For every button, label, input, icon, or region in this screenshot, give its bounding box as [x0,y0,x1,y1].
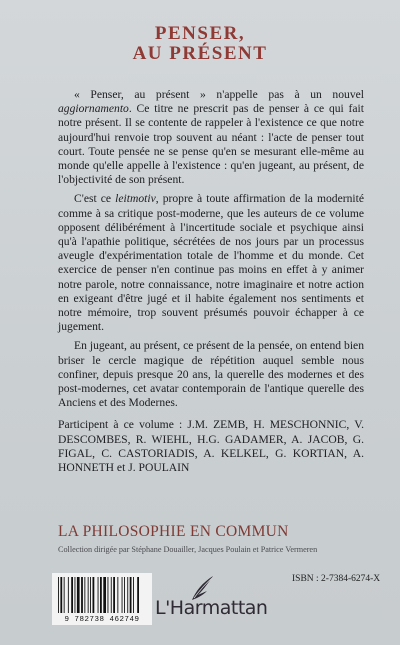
paragraph-text: , propre à toute affirmation de la modernité comme à sa critique post-moderne, que les auteurs de ce volume opposent délibérément à l'incertitude sociale et psychique ainsi qu'à l'apathie politique, sécrétées de nos jours par un processus aveugle d'expérimentation totale de l'homme et du monde. Cet exercice de penser n'en continue pas moins en effet à y animer notre parole, notre connaissance, notre imaginaire et notre action en exigeant d'être jugé et il habite également nos sentiments et notre mémoire, trop souvent présumés pouvoir échapper à ce jugement. [58,192,365,334]
blurb-paragraph-1 [58,88,364,187]
blurb-paragraph-3 [58,339,364,410]
participants-list: Participent à ce volume : J.M. ZEMB, H. MESCHONNIC, V. DESCOMBES, R. WIEHL, H.G. GADAMER, A. JACOB, G. FIGAL, C. CASTORIADIS, A. KELKEL, G. KORTIAN, A. HONNETH et J. POULAIN [58,418,364,475]
paragraph-text: . Ce titre ne prescrit pas de penser à ce qui fait notre présent. Il se contente de rappeler à l'existence ce que notre aujourd'hui renvoie trop souvent au néant : l'acte de penser tout court. Toute pensée ne se pense qu'en se mesurant elle-même au monde qu'elle appelle à l'existence : qu'en jugeant, au présent, de l'objectivité de son présent. [58,102,364,187]
series-title: LA PHILOSOPHIE EN COMMUN [58,523,289,540]
barcode-bars-icon [52,573,152,615]
paragraph-text: En jugeant, au présent, ce présent de la pensée, on entend bien briser le cercle magique de répétition auquel semble nous confiner, depuis presque 20 ans, la querelle des modernes et des post-modernes, cet avatar contemporain de l'antique querelle des Anciens et des Modernes. [58,339,364,410]
collection-editors: Collection dirigée par Stéphane Douailler, Jacques Poulain et Patrice Vermeren [58,545,318,554]
paragraph-text: « Penser, au présent » n'appelle pas à un nouvel [74,88,364,101]
paragraph-text: C'est ce [74,192,116,206]
book-title-line-2: AU PRÉSENT [132,43,268,64]
blurb-paragraph-2 [58,192,364,334]
barcode [52,573,152,625]
paragraph-emphasis: aggiornamento [58,102,129,116]
book-title-line-1: PENSER, [154,23,246,44]
blurb [58,88,364,480]
barcode-number: 9 782738 462749 [64,616,140,624]
isbn: ISBN : 2-7384-6274-X [292,574,381,584]
paragraph-emphasis: leitmotiv [115,192,156,206]
publisher-name: L'Harmattan [155,597,268,619]
